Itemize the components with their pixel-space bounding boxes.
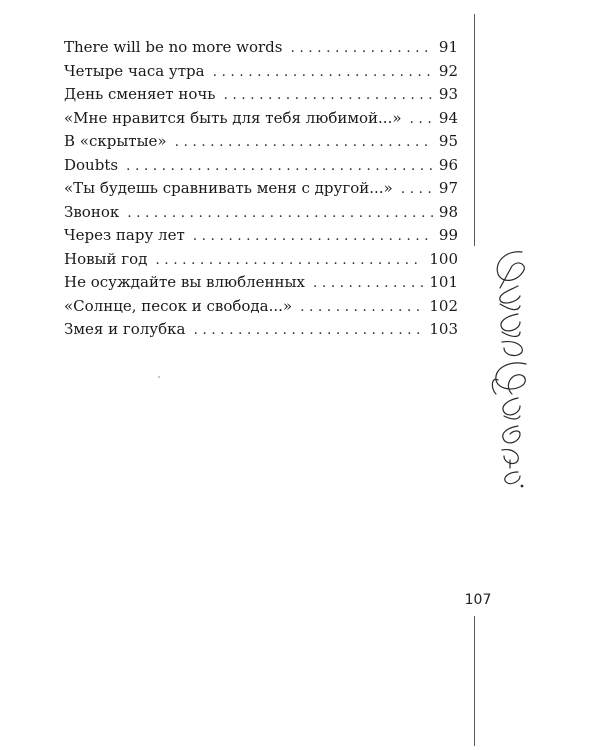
dot-leader: [126, 155, 433, 179]
toc-entry-page: 95: [438, 132, 458, 150]
toc-entry: [64, 295, 458, 319]
toc-entry-title: «Мне нравится быть для тебя любимой...»: [64, 108, 402, 127]
toc-entry-page: 100: [429, 249, 458, 268]
toc-entry: [64, 271, 458, 295]
toc-entry-page: 103: [429, 320, 458, 338]
toc-entry-page: 99: [438, 226, 458, 244]
vertical-rule-top: [474, 14, 475, 246]
dot-leader: [313, 272, 423, 296]
dot-leader: [213, 61, 433, 85]
toc-entry-page: 98: [438, 202, 458, 221]
toc-entry: [64, 130, 458, 154]
dot-leader: [193, 319, 423, 343]
dot-leader: [127, 202, 433, 226]
toc-entry-title: Змея и голубка: [64, 320, 186, 338]
dot-leader: [290, 37, 432, 61]
toc-entry-title: There will be no more words: [64, 38, 283, 56]
toc-entry-title: Не осуждайте вы влюбленных: [64, 273, 305, 291]
toc-entry-title: «Солнце, песок и свобода...»: [64, 296, 293, 315]
toc-entry: [64, 224, 458, 248]
toc-entry-title: Новый год: [64, 249, 148, 268]
toc-entry-page: 96: [438, 155, 458, 174]
dot-leader: [410, 108, 433, 132]
dot-leader: [175, 131, 433, 155]
toc-entry-title: В «скрытые»: [64, 132, 167, 150]
table-of-contents: [64, 36, 458, 342]
toc-entry: [64, 60, 458, 84]
author-signature: [488, 248, 532, 488]
toc-entry-title: «Ты будешь сравнивать меня с другой...»: [64, 179, 393, 197]
toc-entry-title: Doubts: [64, 155, 119, 174]
dot-leader: [193, 225, 433, 249]
signature-script-icon: [488, 248, 532, 488]
toc-entry-page: 94: [438, 108, 458, 127]
toc-entry-page: 92: [438, 61, 458, 80]
toc-entry-title: Через пару лет: [64, 226, 185, 244]
page-number: 107: [464, 592, 492, 608]
toc-entry: [64, 201, 458, 225]
toc-entry: [64, 83, 458, 107]
toc-entry: [64, 248, 458, 272]
toc-entry-page: 101: [429, 273, 458, 291]
paper-speck: [158, 376, 160, 378]
toc-entry-title: День сменяет ночь: [64, 85, 216, 103]
vertical-rule-bottom: [474, 616, 475, 746]
toc-entry: [64, 154, 458, 178]
toc-entry-page: 93: [438, 85, 458, 103]
toc-entry-page: 102: [429, 296, 458, 315]
dot-leader: [401, 178, 433, 202]
toc-entry-page: 91: [438, 38, 458, 56]
toc-entry-title: Звонок: [64, 202, 120, 221]
toc-entry: [64, 36, 458, 60]
toc-entry-page: 97: [438, 179, 458, 197]
toc-entry: [64, 177, 458, 201]
dot-leader: [223, 84, 432, 108]
toc-entry: [64, 107, 458, 131]
dot-leader: [155, 249, 423, 273]
dot-leader: [300, 296, 423, 320]
toc-entry-title: Четыре часа утра: [64, 61, 205, 80]
toc-entry: [64, 318, 458, 342]
